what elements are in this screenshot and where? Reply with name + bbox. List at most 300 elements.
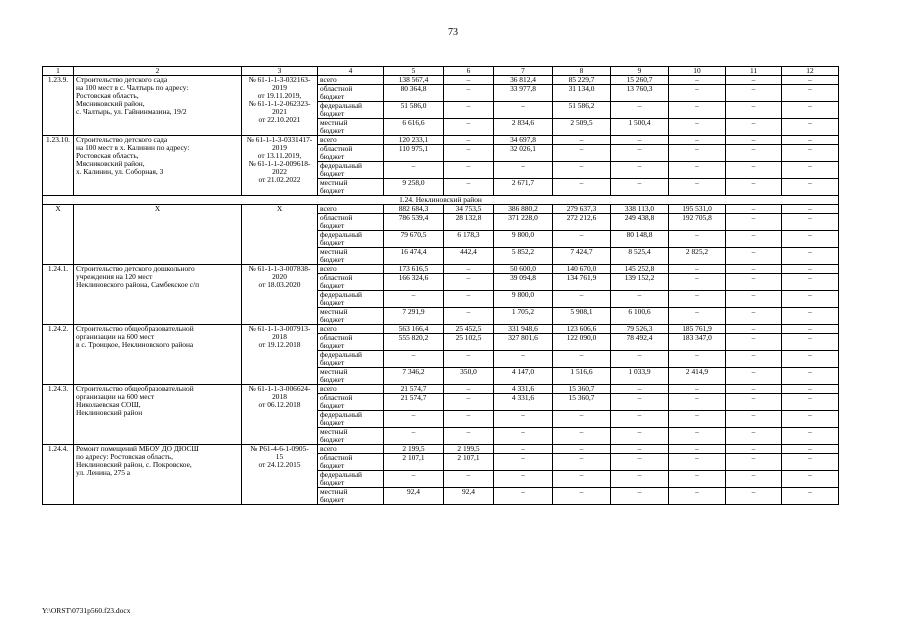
cell-line: Ремонт помещений МБОУ ДО ДЮСШ	[76, 444, 199, 453]
column-number: 7	[494, 67, 553, 76]
page-number: 73	[448, 27, 458, 38]
amount-cell: –	[726, 205, 782, 214]
amount-cell: –	[444, 179, 494, 196]
amount-cell: –	[669, 394, 726, 411]
amount-cell: –	[444, 411, 494, 428]
amount-cell: –	[611, 488, 669, 505]
amount-cell: –	[669, 231, 726, 248]
cell-line: всего	[320, 324, 337, 333]
amount-cell: 39 094,8	[494, 274, 553, 291]
amount-cell: 120 233,1	[384, 136, 444, 145]
funding-source	[318, 368, 384, 385]
amount-cell: 2 834,6	[494, 119, 553, 136]
cell-line: федеральный	[320, 410, 362, 419]
amount-cell: 15 260,7	[611, 76, 669, 85]
amount-cell: –	[669, 411, 726, 428]
amount-cell: –	[726, 248, 782, 265]
cell-line: всего	[320, 264, 337, 273]
approval-document	[242, 265, 318, 325]
cell-line: от 21.02.2022	[258, 175, 301, 184]
amount-cell: 386 880,2	[494, 205, 553, 214]
amount-cell: –	[553, 291, 611, 308]
approval-document	[242, 325, 318, 385]
amount-cell: –	[444, 291, 494, 308]
amount-cell: 134 761,9	[553, 274, 611, 291]
cell-line: бюджет	[320, 109, 345, 118]
amount-cell: –	[782, 265, 839, 274]
amount-cell: –	[553, 445, 611, 454]
cell-line: организации на 600 мест	[76, 392, 155, 401]
amount-cell: –	[782, 454, 839, 471]
cell-line: бюджет	[320, 221, 345, 230]
amount-cell: –	[384, 162, 444, 179]
cell-line: бюджет	[320, 152, 345, 161]
cell-line: Строительство детского сада	[76, 75, 168, 84]
amount-cell: –	[553, 136, 611, 145]
object-name	[74, 136, 242, 196]
amount-cell: –	[444, 471, 494, 488]
cell-line: бюджет	[320, 92, 345, 101]
table-row	[43, 136, 839, 145]
object-name	[74, 76, 242, 136]
funding-source	[318, 136, 384, 145]
cell-line: на 100 мест в х. Калинин по адресу:	[76, 143, 190, 152]
funding-source	[318, 162, 384, 179]
cell-line: Строительство общеобразовательной	[76, 324, 194, 333]
amount-cell: –	[726, 85, 782, 102]
cell-line: всего	[320, 75, 337, 84]
cell-line: бюджет	[320, 281, 345, 290]
amount-cell: –	[444, 394, 494, 411]
amount-cell: –	[444, 308, 494, 325]
funding-source	[318, 231, 384, 248]
cell-line: бюджет	[320, 238, 345, 247]
cell-line: областной	[320, 273, 353, 282]
amount-cell: –	[669, 85, 726, 102]
amount-cell: 1 705,2	[494, 308, 553, 325]
amount-cell: –	[611, 102, 669, 119]
amount-cell: 555 820,2	[384, 334, 444, 351]
cell-line: бюджет	[320, 435, 345, 444]
cell-line: по адресу: Ростовская область,	[76, 452, 173, 461]
amount-cell: –	[782, 428, 839, 445]
amount-cell: –	[494, 454, 553, 471]
cell-line: Строительство детского сада	[76, 135, 168, 144]
amount-cell: –	[782, 351, 839, 368]
cell-line: № 61-1-1-3-006624-	[248, 384, 311, 393]
item-code: 1.23.10.	[43, 136, 74, 196]
funding-source	[318, 334, 384, 351]
amount-cell: –	[553, 488, 611, 505]
amount-cell: –	[444, 119, 494, 136]
cell-line: ул. Ленина, 275 а	[76, 468, 131, 477]
column-number: 8	[553, 67, 611, 76]
funding-source	[318, 291, 384, 308]
cell-line: № Р61-4-6-1-0905-	[250, 444, 309, 453]
amount-cell: –	[726, 274, 782, 291]
funding-source	[318, 488, 384, 505]
amount-cell: –	[553, 179, 611, 196]
amount-cell: –	[782, 445, 839, 454]
amount-cell: 140 670,0	[553, 265, 611, 274]
cell-line: Строительство общеобразовательной	[76, 384, 194, 393]
amount-cell: –	[726, 411, 782, 428]
amount-cell: 166 324,6	[384, 274, 444, 291]
object-name	[74, 265, 242, 325]
item-code: 1.23.9.	[43, 76, 74, 136]
amount-cell: 272 212,6	[553, 214, 611, 231]
cell-line: № 61-1-1-3-0331417-	[246, 135, 313, 144]
amount-cell: –	[782, 368, 839, 385]
amount-cell: 7 346,2	[384, 368, 444, 385]
amount-cell: –	[726, 145, 782, 162]
amount-cell: 249 438,8	[611, 214, 669, 231]
cell-line: бюджет	[320, 186, 345, 195]
column-number: 11	[726, 67, 782, 76]
cell-line: от 13.11.2019,	[257, 151, 302, 160]
cell-line: Ростовская область,	[76, 91, 139, 100]
amount-cell: 145 252,8	[611, 265, 669, 274]
amount-cell: 80 364,8	[384, 85, 444, 102]
amount-cell: –	[444, 274, 494, 291]
amount-cell: 2 825,2	[669, 248, 726, 265]
amount-cell: 192 705,8	[669, 214, 726, 231]
cell-line: местный	[320, 178, 348, 187]
amount-cell: –	[494, 445, 553, 454]
amount-cell: –	[726, 265, 782, 274]
amount-cell: 2 414,9	[669, 368, 726, 385]
amount-cell: –	[782, 488, 839, 505]
column-number-row	[43, 67, 839, 76]
column-number: 5	[384, 67, 444, 76]
cell-line: областной	[320, 393, 353, 402]
funding-source	[318, 179, 384, 196]
amount-cell: 21 574,7	[384, 385, 444, 394]
cell-line: Николаевская СОШ,	[76, 400, 141, 409]
amount-cell: 122 090,0	[553, 334, 611, 351]
amount-cell: –	[553, 471, 611, 488]
amount-cell: 331 948,6	[494, 325, 553, 334]
amount-cell: –	[726, 334, 782, 351]
amount-cell: –	[611, 351, 669, 368]
cell-line: областной	[320, 453, 353, 462]
cell-line: 2019	[272, 143, 287, 152]
approval-document	[242, 136, 318, 196]
column-number: 4	[318, 67, 384, 76]
amount-cell: –	[669, 471, 726, 488]
table-body	[43, 67, 839, 505]
amount-cell: –	[494, 411, 553, 428]
amount-cell: 9 800,0	[494, 291, 553, 308]
amount-cell: –	[553, 231, 611, 248]
cell-line: от 24.12.2015	[258, 460, 301, 469]
approval-document	[242, 445, 318, 505]
amount-cell: –	[726, 428, 782, 445]
object-name	[74, 205, 242, 265]
amount-cell: –	[553, 351, 611, 368]
cell-line: Строительство детского дошкольного	[76, 264, 195, 273]
amount-cell: 338 113,0	[611, 205, 669, 214]
amount-cell: –	[782, 471, 839, 488]
item-code: 1.24.4.	[43, 445, 74, 505]
amount-cell: –	[669, 428, 726, 445]
amount-cell: –	[782, 85, 839, 102]
cell-line: областной	[320, 333, 353, 342]
amount-cell: 5 908,1	[553, 308, 611, 325]
amount-cell: 139 152,2	[611, 274, 669, 291]
amount-cell: 7 291,9	[384, 308, 444, 325]
amount-cell: –	[782, 102, 839, 119]
amount-cell: 34 753,5	[444, 205, 494, 214]
table-row	[43, 265, 839, 274]
amount-cell: 31 134,0	[553, 85, 611, 102]
cell-line: областной	[320, 144, 353, 153]
amount-cell: 32 026,1	[494, 145, 553, 162]
amount-cell: –	[494, 471, 553, 488]
amount-cell: –	[726, 291, 782, 308]
amount-cell: 85 229,7	[553, 76, 611, 85]
amount-cell: 195 531,0	[669, 205, 726, 214]
item-code: 1.24.1.	[43, 265, 74, 325]
column-number: 6	[444, 67, 494, 76]
amount-cell: –	[669, 351, 726, 368]
amount-cell: –	[669, 445, 726, 454]
funding-source	[318, 274, 384, 291]
cell-line: бюджет	[320, 461, 345, 470]
column-number: 2	[74, 67, 242, 76]
funding-source	[318, 119, 384, 136]
funding-source	[318, 428, 384, 445]
cell-line: № 61-1-1-3-032163-	[248, 75, 311, 84]
cell-line: Неклиновского района, Самбекское с/п	[76, 280, 200, 289]
cell-line: областной	[320, 84, 353, 93]
amount-cell: 51 586,0	[384, 102, 444, 119]
amount-cell: –	[669, 179, 726, 196]
cell-line: бюджет	[320, 255, 345, 264]
funding-source	[318, 102, 384, 119]
amount-cell: –	[444, 136, 494, 145]
amount-cell: 1 500,4	[611, 119, 669, 136]
cell-line: № 61-1-1-2-009618-	[248, 159, 311, 168]
amount-cell: 110 975,1	[384, 145, 444, 162]
amount-cell: –	[611, 428, 669, 445]
cell-line: 2018	[272, 332, 287, 341]
amount-cell: 123 606,6	[553, 325, 611, 334]
budget-table	[42, 66, 839, 505]
cell-line: федеральный	[320, 470, 362, 479]
amount-cell: –	[494, 102, 553, 119]
amount-cell: –	[444, 85, 494, 102]
cell-line: бюджет	[320, 478, 345, 487]
amount-cell: –	[611, 445, 669, 454]
amount-cell: 6 616,6	[384, 119, 444, 136]
cell-line: № 61-1-1-3-007913-	[248, 324, 311, 333]
amount-cell: –	[494, 351, 553, 368]
approval-document	[242, 385, 318, 445]
cell-line: от 06.12.2018	[258, 400, 301, 409]
amount-cell: 9 258,0	[384, 179, 444, 196]
amount-cell: –	[611, 471, 669, 488]
amount-cell: 7 424,7	[553, 248, 611, 265]
amount-cell: –	[726, 308, 782, 325]
amount-cell: –	[444, 102, 494, 119]
amount-cell: –	[726, 488, 782, 505]
amount-cell: –	[782, 325, 839, 334]
amount-cell: –	[444, 428, 494, 445]
amount-cell: –	[669, 385, 726, 394]
table-row	[43, 325, 839, 334]
amount-cell: –	[726, 454, 782, 471]
amount-cell: 442,4	[444, 248, 494, 265]
amount-cell: –	[669, 119, 726, 136]
amount-cell: 1 516,6	[553, 368, 611, 385]
amount-cell: –	[782, 334, 839, 351]
cell-line: Неклиновский район, с. Покровское,	[76, 460, 192, 469]
amount-cell: –	[782, 136, 839, 145]
cell-line: № 61-1-1-3-007838-	[248, 264, 311, 273]
amount-cell: –	[726, 231, 782, 248]
amount-cell: –	[384, 291, 444, 308]
amount-cell: –	[553, 145, 611, 162]
cell-line: 2021	[272, 107, 287, 116]
amount-cell: –	[669, 162, 726, 179]
amount-cell: –	[726, 471, 782, 488]
amount-cell: 563 166,4	[384, 325, 444, 334]
amount-cell: –	[726, 119, 782, 136]
amount-cell: 92,4	[384, 488, 444, 505]
cell-line: федеральный	[320, 101, 362, 110]
cell-line: № 61-1-1-2-062323-	[248, 99, 311, 108]
amount-cell: –	[726, 325, 782, 334]
column-number: 1	[43, 67, 74, 76]
amount-cell: –	[553, 162, 611, 179]
funding-source	[318, 76, 384, 85]
amount-cell: 28 132,8	[444, 214, 494, 231]
amount-cell: 2 199,5	[444, 445, 494, 454]
amount-cell: –	[444, 385, 494, 394]
amount-cell: –	[669, 136, 726, 145]
amount-cell: –	[669, 102, 726, 119]
cell-line: 2022	[272, 167, 287, 176]
amount-cell: –	[669, 265, 726, 274]
amount-cell: 21 574,7	[384, 394, 444, 411]
amount-cell: –	[494, 428, 553, 445]
amount-cell: 9 800,0	[494, 231, 553, 248]
district-heading: 1.24. Неклиновский район	[43, 196, 839, 205]
cell-line: 2019	[272, 83, 287, 92]
cell-line: бюджет	[320, 375, 345, 384]
amount-cell: –	[384, 428, 444, 445]
cell-line: областной	[320, 213, 353, 222]
amount-cell: 15 360,7	[553, 385, 611, 394]
funding-source	[318, 145, 384, 162]
cell-line: Неклиновский район	[76, 408, 143, 417]
amount-cell: –	[669, 291, 726, 308]
cell-line: всего	[320, 204, 337, 213]
funding-source	[318, 445, 384, 454]
amount-cell: 79 526,3	[611, 325, 669, 334]
amount-cell: –	[726, 445, 782, 454]
amount-cell: 2 107,1	[384, 454, 444, 471]
amount-cell: –	[669, 274, 726, 291]
column-number: 10	[669, 67, 726, 76]
cell-line: Х	[154, 204, 161, 213]
cell-line: в с. Троицкое, Неклиновского района	[76, 340, 194, 349]
cell-line: Ростовская область,	[76, 151, 139, 160]
approval-document	[242, 205, 318, 265]
cell-line: бюджет	[320, 298, 345, 307]
funding-source	[318, 471, 384, 488]
amount-cell: –	[726, 385, 782, 394]
amount-cell: 185 761,9	[669, 325, 726, 334]
amount-cell: 25 102,5	[444, 334, 494, 351]
amount-cell: –	[669, 488, 726, 505]
amount-cell: 36 812,4	[494, 76, 553, 85]
column-number: 12	[782, 67, 839, 76]
cell-line: от 19.11.2019,	[257, 91, 302, 100]
funding-source	[318, 394, 384, 411]
object-name	[74, 385, 242, 445]
amount-cell: –	[611, 136, 669, 145]
amount-cell: –	[384, 351, 444, 368]
cell-line: местный	[320, 427, 348, 436]
amount-cell: 2 199,5	[384, 445, 444, 454]
amount-cell: 33 977,8	[494, 85, 553, 102]
cell-line: 2020	[272, 272, 287, 281]
amount-cell: –	[726, 394, 782, 411]
amount-cell: –	[782, 76, 839, 85]
amount-cell: –	[444, 265, 494, 274]
amount-cell: –	[726, 76, 782, 85]
amount-cell: –	[782, 308, 839, 325]
amount-cell: –	[726, 162, 782, 179]
approval-document	[242, 76, 318, 136]
amount-cell: 2 509,5	[553, 119, 611, 136]
table-row	[43, 445, 839, 454]
cell-line: бюджет	[320, 315, 345, 324]
amount-cell: –	[611, 291, 669, 308]
amount-cell: 183 347,0	[669, 334, 726, 351]
funding-source	[318, 248, 384, 265]
amount-cell: –	[669, 76, 726, 85]
amount-cell: –	[726, 351, 782, 368]
cell-line: федеральный	[320, 230, 362, 239]
amount-cell: –	[726, 214, 782, 231]
cell-line: от 18.03.2020	[258, 280, 301, 289]
cell-line: бюджет	[320, 358, 345, 367]
district-row	[43, 196, 839, 205]
cell-line: местный	[320, 307, 348, 316]
amount-cell: 92,4	[444, 488, 494, 505]
amount-cell: –	[669, 454, 726, 471]
amount-cell: –	[553, 454, 611, 471]
amount-cell: 4 147,0	[494, 368, 553, 385]
amount-cell: –	[669, 145, 726, 162]
amount-cell: 8 525,4	[611, 248, 669, 265]
cell-line: всего	[320, 444, 337, 453]
cell-line: федеральный	[320, 161, 362, 170]
amount-cell: 371 228,0	[494, 214, 553, 231]
amount-cell: –	[782, 411, 839, 428]
amount-cell: –	[553, 411, 611, 428]
cell-line: 15	[275, 452, 284, 461]
cell-line: всего	[320, 384, 337, 393]
amount-cell: –	[782, 179, 839, 196]
amount-cell: 5 852,2	[494, 248, 553, 265]
cell-line: от 19.12.2018	[258, 340, 301, 349]
funding-source	[318, 385, 384, 394]
item-code: 1.24.3.	[43, 385, 74, 445]
